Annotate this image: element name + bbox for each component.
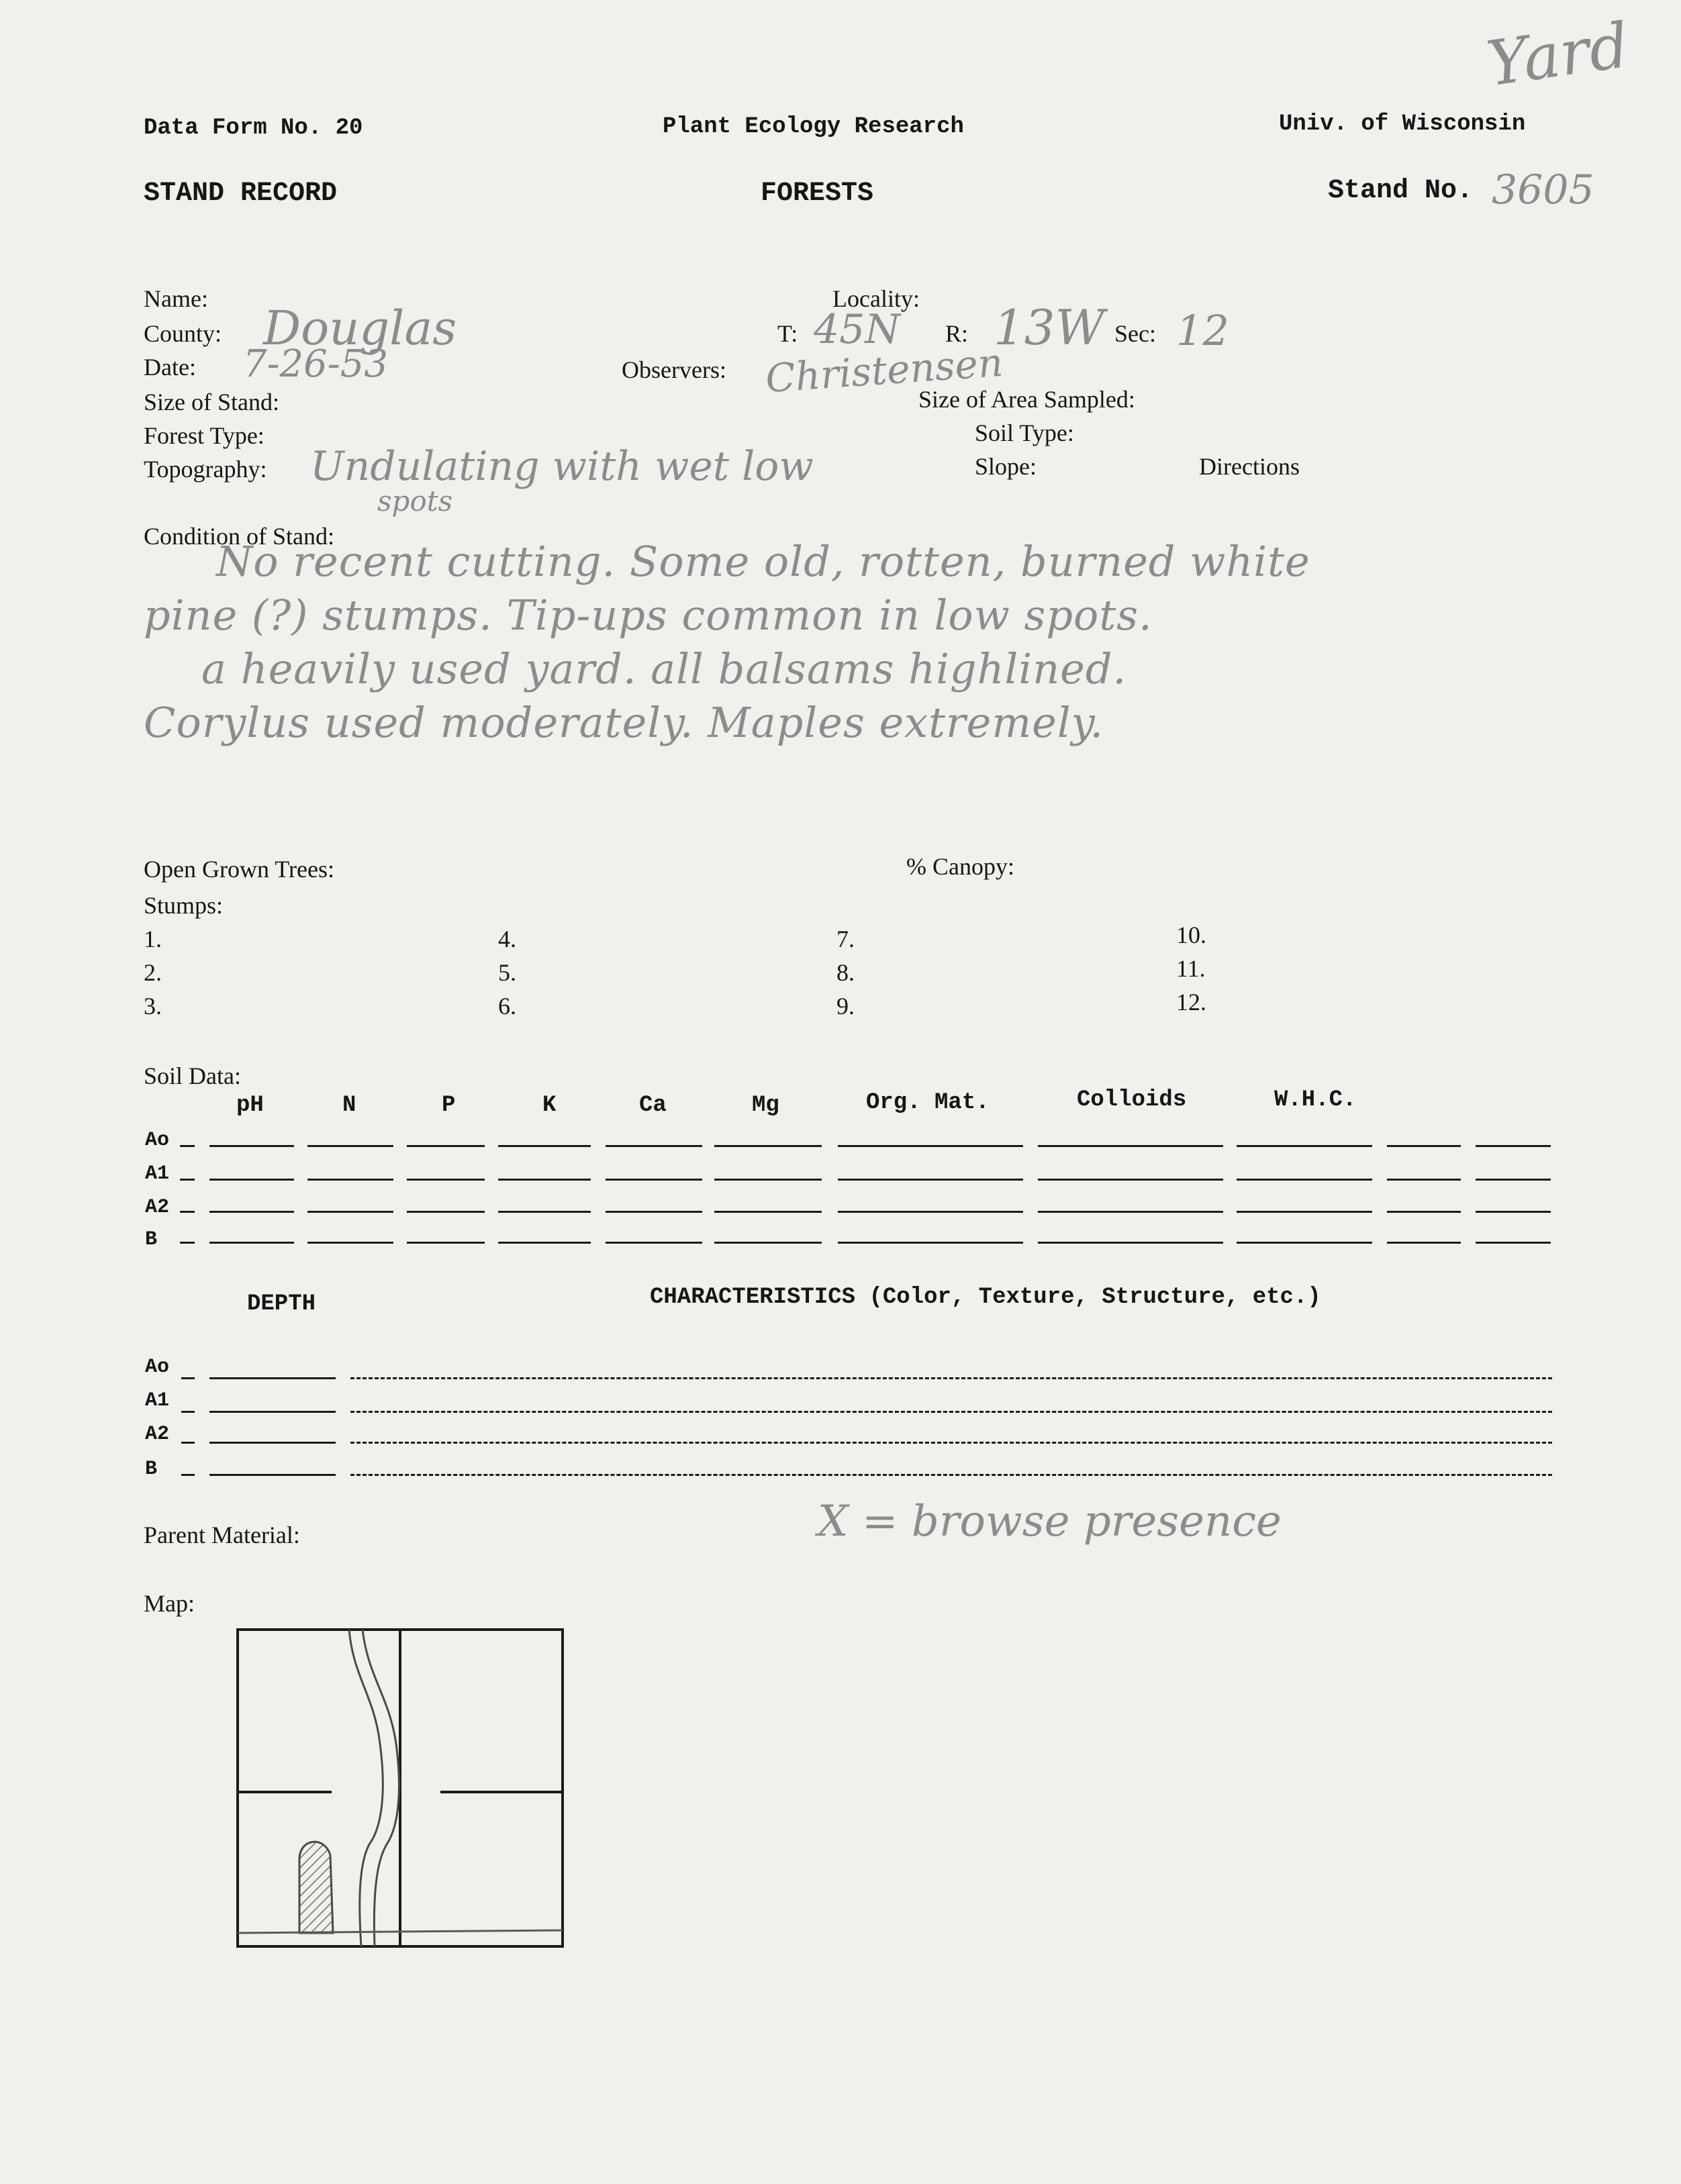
condition-line-2: pine (?) stumps. Tip-ups common in low spots. <box>144 591 1153 640</box>
soil-horizon-b: B <box>145 1228 158 1251</box>
soil-col-k: K <box>542 1093 557 1118</box>
category-title: FORESTS <box>761 179 874 209</box>
depth-horizon-ao: Ao <box>145 1356 170 1379</box>
soil-col-n: N <box>342 1093 356 1118</box>
parent-material-label: Parent Material: <box>144 1522 300 1548</box>
form-number: Data Form No. 20 <box>144 115 363 141</box>
directions-label: Directions <box>1199 453 1300 480</box>
soil-col-p: P <box>442 1093 456 1118</box>
soil-col-ph: pH <box>236 1093 264 1118</box>
soil-data-label: Soil Data: <box>144 1062 241 1089</box>
observers-value: Christensen <box>764 339 1005 402</box>
stump-number: 11. <box>1176 955 1206 982</box>
stump-number: 6. <box>498 993 516 1020</box>
condition-label: Condition of Stand: <box>144 523 335 550</box>
record-title: STAND RECORD <box>144 179 338 209</box>
corner-note: Yard <box>1482 9 1633 101</box>
county-value: Douglas <box>263 301 457 356</box>
soil-col-whc: W.H.C. <box>1274 1087 1357 1113</box>
forest-type-label: Forest Type: <box>144 422 265 449</box>
soil-horizon-ao: Ao <box>145 1129 170 1152</box>
condition-line-3: a heavily used yard. all balsams highlined. <box>201 644 1127 693</box>
soil-horizon-a2: A2 <box>145 1196 170 1219</box>
stumps-label: Stumps: <box>144 892 224 919</box>
stump-number: 1. <box>144 926 162 952</box>
project-name: Plant Ecology Research <box>663 114 964 140</box>
township-value: 45N <box>814 306 900 353</box>
slope-label: Slope: <box>975 453 1037 480</box>
stand-no-value: 3605 <box>1492 166 1594 213</box>
soil-horizon-a1: A1 <box>145 1162 170 1185</box>
date-label: Date: <box>144 354 196 381</box>
condition-line-4: Corylus used moderately. Maples extremely. <box>144 698 1104 747</box>
name-label: Name: <box>144 285 208 312</box>
locality-label: Locality: <box>832 285 920 312</box>
stump-number: 2. <box>144 959 162 986</box>
stand-map <box>231 1623 569 1953</box>
stump-number: 4. <box>498 926 516 952</box>
soil-type-label: Soil Type: <box>975 419 1074 446</box>
stump-number: 8. <box>836 959 855 986</box>
topography-label: Topography: <box>144 456 267 483</box>
stump-number: 9. <box>836 993 855 1020</box>
section-value: 12 <box>1176 306 1229 355</box>
depth-horizon-a1: A1 <box>145 1389 170 1412</box>
stand-no-label: Stand No. <box>1328 176 1474 206</box>
soil-col-colloids: Colloids <box>1077 1087 1187 1113</box>
township-label: T: <box>777 320 798 347</box>
institution: Univ. of Wisconsin <box>1279 111 1526 137</box>
characteristics-label: CHARACTERISTICS (Color, Texture, Structure, etc.) <box>650 1285 1321 1310</box>
depth-label: DEPTH <box>247 1291 316 1317</box>
stump-number: 7. <box>836 926 855 952</box>
stump-number: 10. <box>1176 922 1206 948</box>
size-of-area-label: Size of Area Sampled: <box>918 386 1135 413</box>
map-label: Map: <box>144 1590 195 1617</box>
range-value: 13W <box>994 299 1105 356</box>
range-label: R: <box>945 320 969 347</box>
stump-number: 3. <box>144 993 162 1020</box>
depth-horizon-a2: A2 <box>145 1423 170 1446</box>
canopy-label: % Canopy: <box>906 853 1014 880</box>
soil-col-ca: Ca <box>639 1093 667 1118</box>
browse-note: X = browse presence <box>818 1497 1282 1546</box>
size-of-stand-label: Size of Stand: <box>144 389 279 415</box>
date-value: 7-26-53 <box>243 342 388 386</box>
soil-col-mg: Mg <box>752 1093 779 1118</box>
depth-horizon-b: B <box>145 1458 158 1481</box>
topography-value: Undulating with wet low <box>310 443 814 490</box>
stump-number: 5. <box>498 959 516 986</box>
stump-number: 12. <box>1176 989 1206 1015</box>
observers-label: Observers: <box>622 356 726 383</box>
open-grown-trees-label: Open Grown Trees: <box>144 856 334 883</box>
soil-col-org-mat: Org. Mat. <box>866 1090 990 1115</box>
county-label: County: <box>144 320 222 347</box>
topography-value-cont: spots <box>377 485 453 517</box>
section-label: Sec: <box>1114 320 1156 347</box>
condition-line-1: No recent cutting. Some old, rotten, burned white <box>216 537 1310 586</box>
